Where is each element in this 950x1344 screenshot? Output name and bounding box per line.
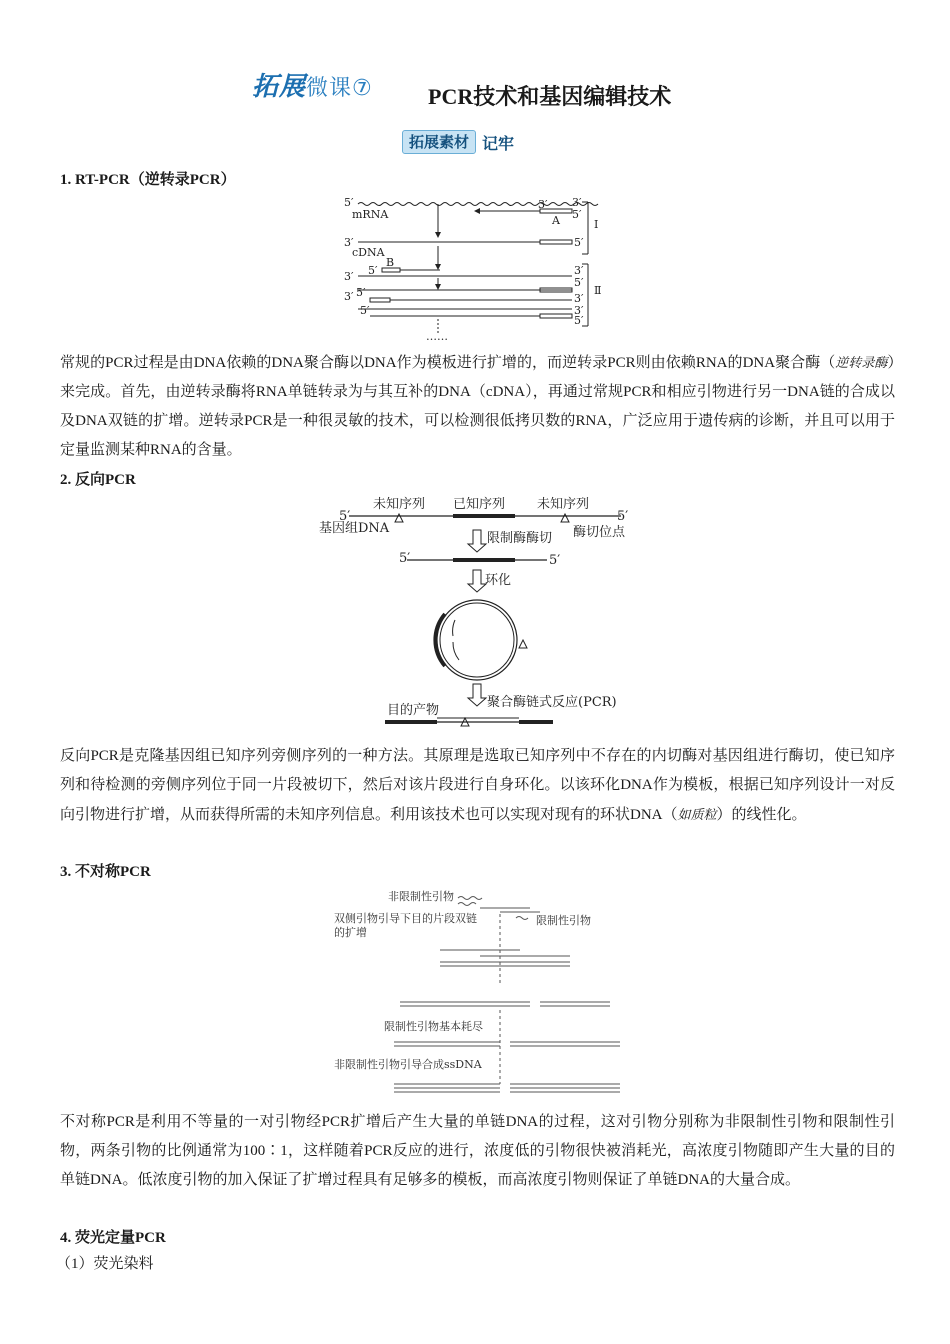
svg-text:3′: 3′ bbox=[574, 292, 584, 305]
svg-text:3′: 3′ bbox=[574, 264, 584, 277]
label-a: A bbox=[552, 214, 560, 227]
section-heading-qpcr: 4. 荧光定量PCR bbox=[60, 1230, 166, 1246]
label-stage-2: Ⅱ bbox=[594, 284, 602, 297]
section-sub-dye: （1）荧光染料 bbox=[56, 1256, 154, 1272]
mrna-strand bbox=[358, 203, 598, 206]
svg-text:3′: 3′ bbox=[344, 290, 354, 303]
svg-text:……: …… bbox=[426, 330, 448, 343]
tag-text: 记牢 bbox=[482, 133, 515, 153]
rtpcr-diagram bbox=[330, 194, 620, 344]
label-ssdna: 非限制性引物引导合成ssDNA bbox=[334, 1058, 482, 1071]
section-heading-rtpcr: 1. RT-PCR（逆转录PCR） bbox=[60, 172, 236, 188]
svg-text:5′: 5′ bbox=[572, 208, 582, 221]
section-body-asymmetric-pcr: 不对称PCR是利用不等量的一对引物经PCR扩增后产生大量的单链DNA的过程，这对引物分别称为非限制性引物和限制性引物，两条引物的比例通常为100∶1，这样随着PCR反应的进行，浓度低的引物很快被消耗光，高浓度引物随即产生大量的目的单链DNA。低浓度引物的加入保证了扩增过程具有足够多的模板，而高浓度引物则保证了单链DNA的大量合成。 bbox=[60, 1114, 895, 1188]
course-badge: 拓展微课⑦ bbox=[252, 72, 373, 102]
svg-text:5′: 5′ bbox=[368, 264, 378, 277]
svg-text:未知序列: 未知序列 bbox=[373, 497, 426, 512]
section-body-inverse-pcr: 反向PCR是克隆基因组已知序列旁侧序列的一种方法。其原理是选取已知序列中不存在的内切酶对基因组进行酶切，使已知序列和待检测的旁侧序列位于同一片段被切下，然后对该片段进行自身环化。以该环化DNA作为模板，根据已知序列设计一对反向引物进行扩增，从而获得所需的未知序列信息。利用该技术也可以实现对现有的环状DNA（如质粒）的线性化。 bbox=[60, 748, 895, 823]
label-limiting-primer: 限制性引物 bbox=[536, 914, 591, 927]
asymmetric-pcr-diagram bbox=[330, 884, 630, 1106]
label-step-pcr: 聚合酶链式反应(PCR) bbox=[487, 695, 617, 710]
svg-text:双侧引物引导下目的片段双链: 双侧引物引导下目的片段双链 bbox=[334, 912, 477, 925]
label-primer-used: 限制性引物基本耗尽 bbox=[384, 1020, 483, 1033]
label-cut-site: 酶切位点 bbox=[573, 525, 626, 540]
svg-text:5′: 5′ bbox=[574, 276, 584, 289]
svg-text:5′: 5′ bbox=[574, 314, 584, 327]
svg-text:3′: 3′ bbox=[344, 270, 354, 283]
svg-text:5′: 5′ bbox=[339, 509, 351, 524]
tag-box: 拓展素材 bbox=[402, 130, 476, 154]
section-body-rtpcr: 常规的PCR过程是由DNA依赖的DNA聚合酶以DNA作为模板进行扩增的，而逆转录PCR则由依赖RNA的DNA聚合酶（逆转录酶）来完成。首先，由逆转录酶将RNA单链转录为与其互补的DNA（cDNA），再通过常规PCR和相应引物进行另一DNA链的合成以及DNA双链的扩增。逆转录PCR是一种很灵敏的技术，可以检测很低拷贝数的RNA，广泛应用于遗传病的诊断，并且可以用于定量监测某种RNA的含量。 bbox=[60, 355, 895, 458]
label-b: B bbox=[386, 256, 395, 269]
label-step-cut: 限制酶酶切 bbox=[487, 531, 553, 546]
label-3prime: 3′ bbox=[538, 198, 548, 211]
svg-text:未知序列: 未知序列 bbox=[537, 497, 590, 512]
label-product: 目的产物 bbox=[387, 703, 440, 718]
label-cdna: cDNA bbox=[352, 246, 385, 259]
label-mrna: mRNA bbox=[352, 208, 389, 221]
material-tag bbox=[402, 130, 514, 154]
label-nonlimiting-primer: 非限制性引物 bbox=[388, 890, 454, 903]
label-step-circ: 环化 bbox=[485, 573, 512, 588]
section-heading-inverse-pcr: 2. 反向PCR bbox=[60, 472, 136, 488]
svg-text:3′: 3′ bbox=[574, 304, 584, 317]
svg-text:的扩增: 的扩增 bbox=[334, 926, 367, 939]
svg-text:已知序列: 已知序列 bbox=[453, 497, 506, 512]
svg-text:5′: 5′ bbox=[617, 509, 629, 524]
section-heading-asymmetric-pcr: 3. 不对称PCR bbox=[60, 864, 151, 880]
svg-text:5′: 5′ bbox=[356, 286, 366, 299]
svg-text:5′: 5′ bbox=[360, 304, 370, 317]
svg-text:5′: 5′ bbox=[549, 553, 561, 568]
label-genome: 基因组DNA bbox=[319, 521, 390, 536]
svg-text:5′: 5′ bbox=[574, 236, 584, 249]
svg-text:3′: 3′ bbox=[572, 196, 582, 209]
svg-text:5′: 5′ bbox=[399, 551, 411, 566]
label-5prime: 5′ bbox=[344, 196, 354, 209]
page-title: PCR技术和基因编辑技术 bbox=[428, 84, 672, 109]
inverse-pcr-diagram bbox=[315, 492, 645, 732]
svg-text:3′: 3′ bbox=[344, 236, 354, 249]
label-stage-1: Ⅰ bbox=[594, 218, 599, 231]
